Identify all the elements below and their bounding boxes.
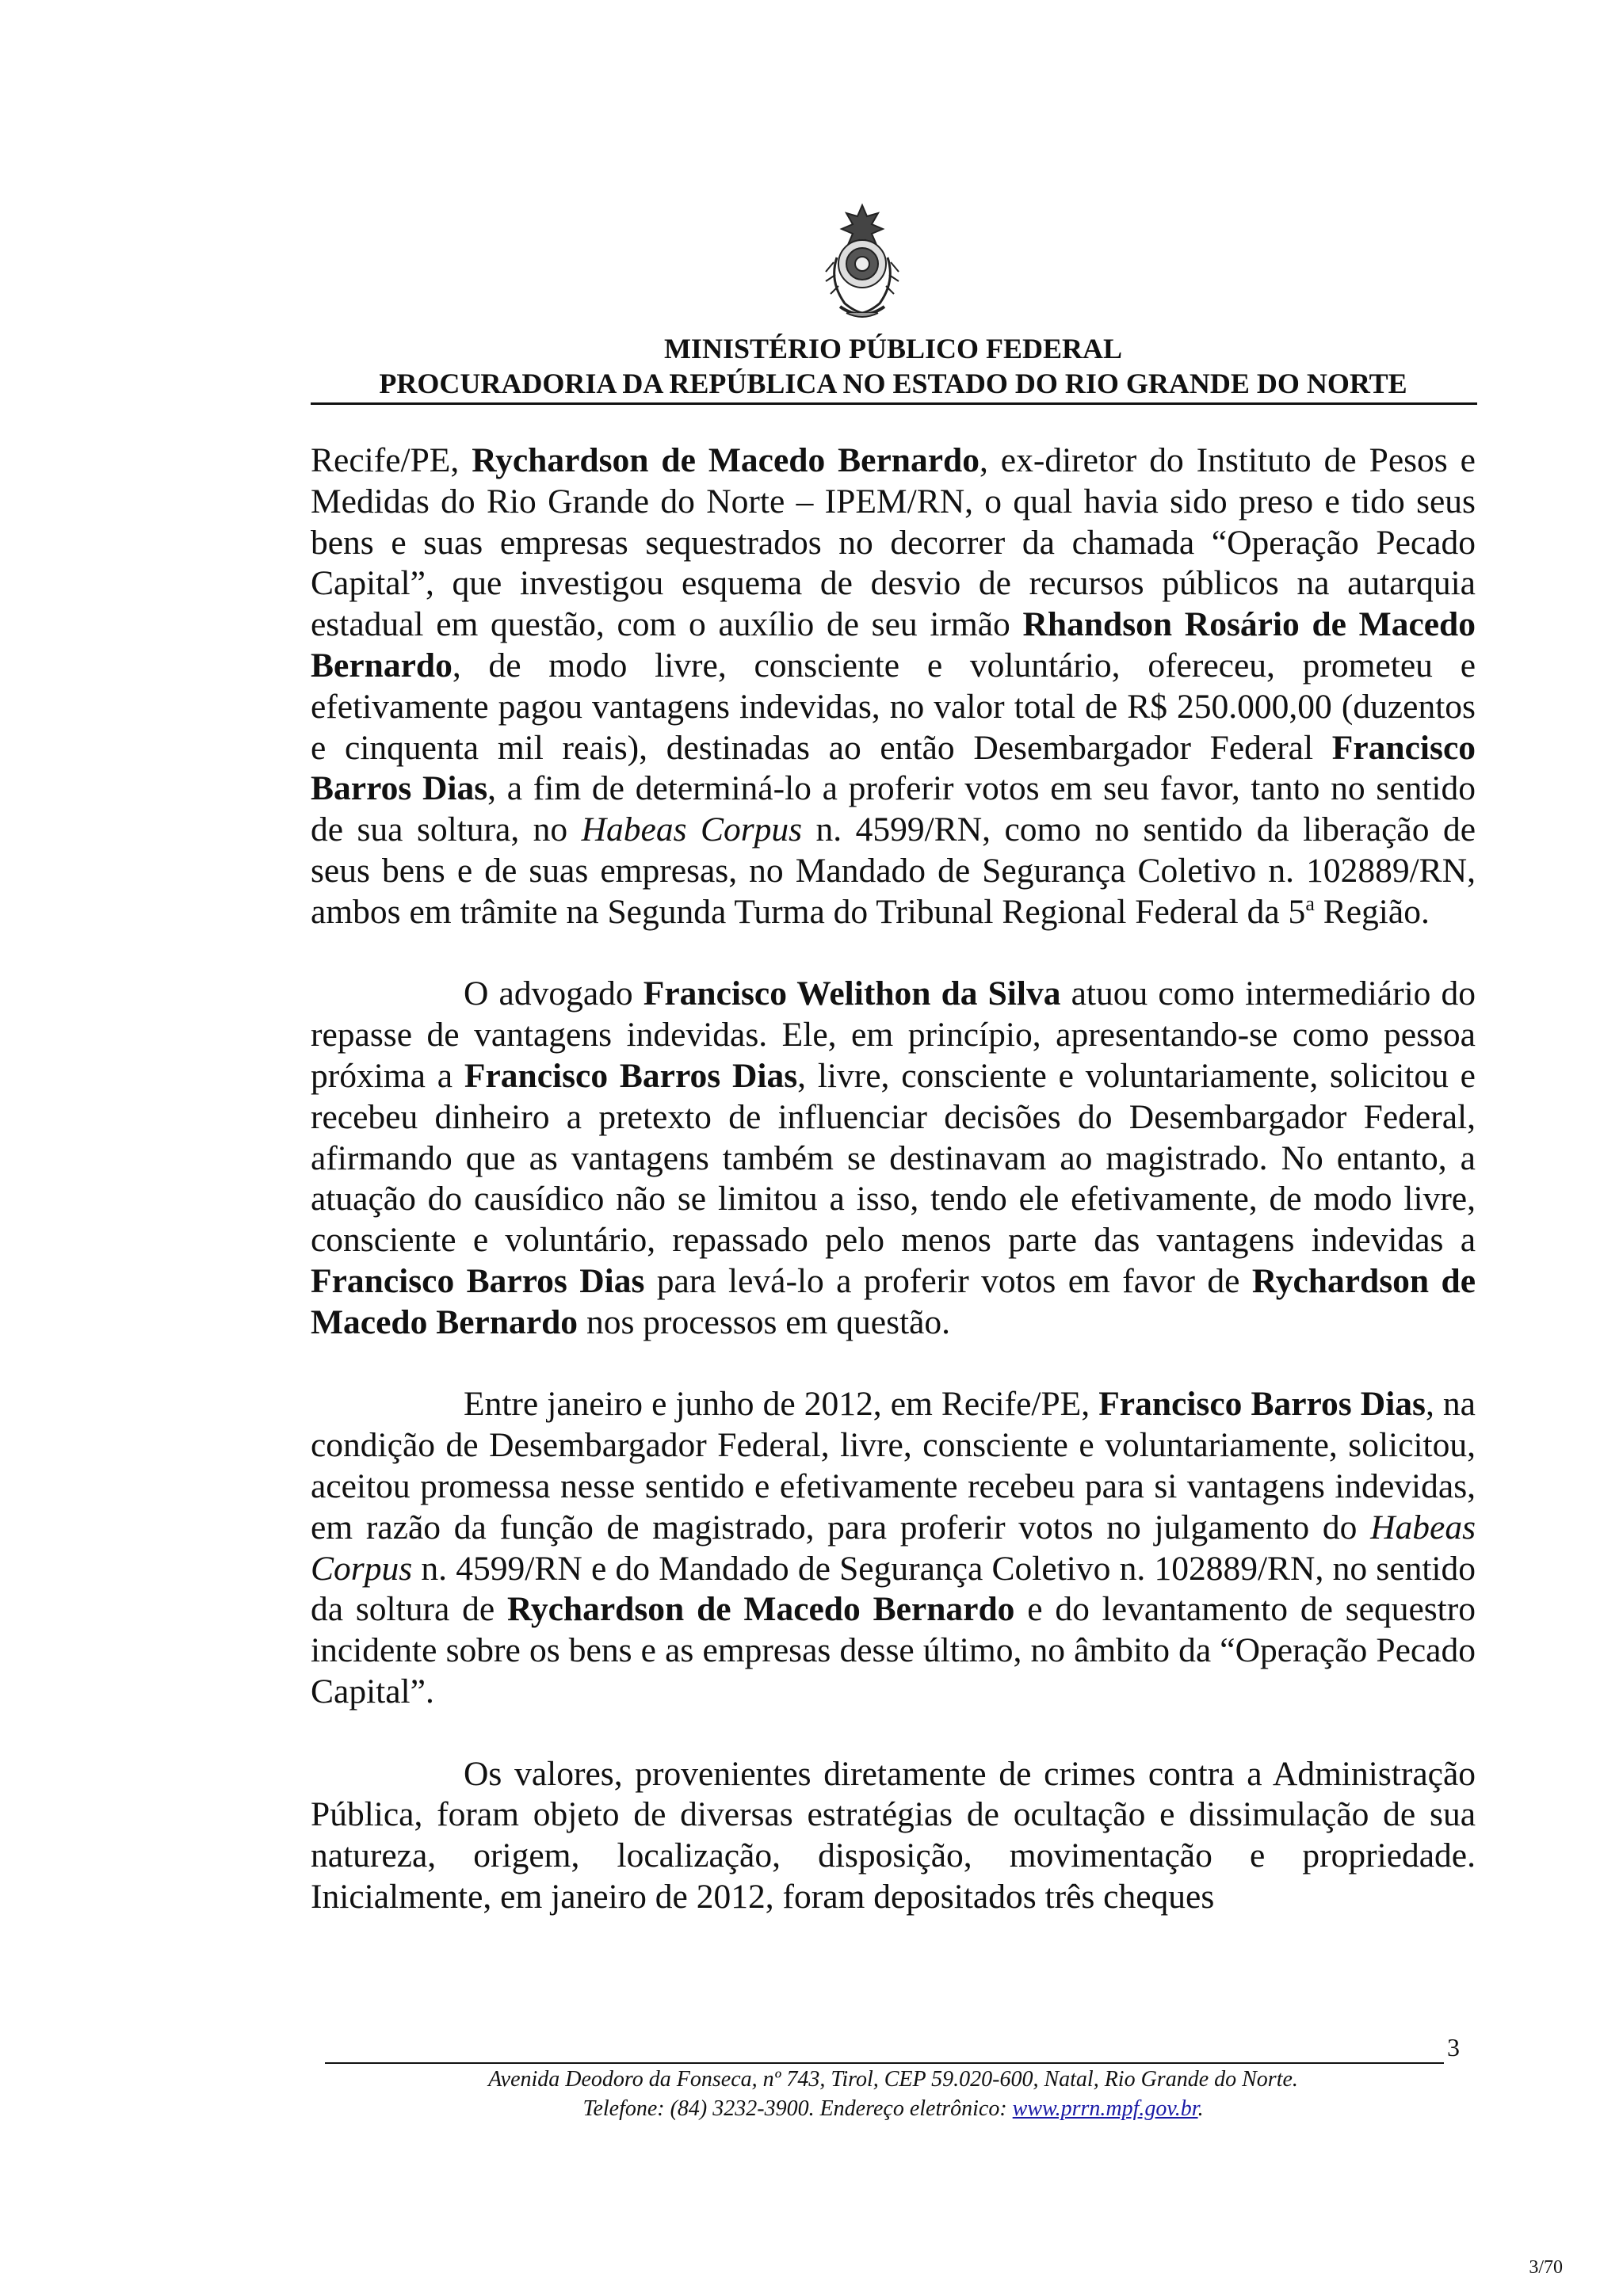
pdf-page-indicator: 3/70	[1529, 2257, 1563, 2278]
italic-term: Habeas Corpus	[311, 1508, 1476, 1588]
bold-name: Francisco Barros Dias	[464, 1056, 798, 1095]
footer-contact-suffix: .	[1197, 2096, 1204, 2121]
text: nos processos em questão.	[578, 1302, 951, 1341]
text: O advogado	[464, 974, 643, 1013]
text: n. 4599/RN, como no sentido da liberação de seus bens e de suas empresas, no Mandado de Segurança Coletivo n. 102889/RN, ambos em trâmite na Segunda Turma do Tribunal Regional Federal da 5	[311, 810, 1476, 931]
footer-address: Avenida Deodoro da Fonseca, nº 743, Tirol, CEP 59.020-600, Natal, Rio Grande do Norte.	[488, 2067, 1298, 2092]
text: Região.	[1314, 892, 1430, 931]
text: , a fim de determiná-lo a proferir votos em seu favor, tanto no sentido de sua soltura, no	[311, 769, 1476, 849]
paragraph-2	[311, 974, 1476, 1343]
document-body	[311, 441, 1476, 1958]
text: , ex-diretor do Instituto de Pesos e Medidas do Rio Grande do Norte – IPEM/RN, o qual havia sido preso e tido seus bens e suas empresas sequestrados no decorrer da chamada “Operação Pecado Capital”, que investigou esquema de desvio de recursos públicos na autarquia estadual em questão, com o auxílio de seu irmão	[311, 441, 1476, 644]
footer-contact-prefix: Telefone: (84) 3232-3900. Endereço eletrônico:	[582, 2096, 1013, 2121]
paragraph-1	[311, 441, 1476, 933]
text: Os valores, provenientes diretamente de crimes contra a Administração Pública, foram objeto de diversas estratégias de ocultação e dissimulação de sua natureza, origem, localização, disposição, movimentação e propriedade. Inicialmente, em janeiro de 2012, foram depositados três cheques	[311, 1754, 1476, 1916]
bold-name: Francisco Barros Dias	[311, 1261, 645, 1300]
website-link[interactable]: www.prrn.mpf.gov.br	[1012, 2096, 1198, 2121]
paragraph-4	[311, 1754, 1476, 1918]
header-divider	[311, 402, 1477, 405]
header-line-1: MINISTÉRIO PÚBLICO FEDERAL	[663, 333, 1123, 364]
footer-contact	[311, 2094, 1476, 2123]
text: para levá-lo a proferir votos em favor de	[644, 1261, 1252, 1300]
text: n. 4599/RN e do Mandado de Segurança Coletivo n. 102889/RN, no sentido da soltura de	[311, 1549, 1476, 1629]
bold-name: Francisco Welithon da Silva	[643, 974, 1061, 1013]
text: e do levantamento de sequestro incidente sobre os bens e as empresas desse último, no âmbito da “Operação Pecado Capital”.	[311, 1590, 1476, 1711]
text: Entre janeiro e junho de 2012, em Recife/PE,	[464, 1385, 1099, 1424]
bold-name: Francisco Barros Dias	[1098, 1385, 1426, 1424]
coat-of-arms-icon	[823, 202, 902, 325]
footer	[311, 2065, 1476, 2123]
text: , de modo livre, consciente e voluntário, ofereceu, prometeu e efetivamente pagou vantagens indevidas, no valor total de R$ 250.000,00 (duzentos e cinquenta mil reais), destinadas ao então Desembargador Federal	[311, 646, 1476, 767]
text: , na condição de Desembargador Federal, livre, consciente e voluntariamente, solicitou, aceitou promessa nesse sentido e efetivamente recebeu para si vantagens indevidas, em razão da função de magistrado, para proferir votos no julgamento do	[311, 1385, 1476, 1547]
bold-name: Rychardson de Macedo Bernardo	[311, 1261, 1476, 1341]
institution-header	[311, 331, 1476, 401]
italic-term: Habeas Corpus	[581, 810, 803, 849]
header-line-2: PROCURADORIA DA REPÚBLICA NO ESTADO DO RIO GRANDE DO NORTE	[379, 368, 1407, 399]
text: , livre, consciente e voluntariamente, solicitou e recebeu dinheiro a pretexto de influenciar decisões do Desembargador Federal, afirmando que as vantagens também se destinavam ao magistrado. No entanto, a atuação do causídico não se limitou a isso, tendo ele efetivamente, de modo livre, consciente e voluntário, repassado pelo menos parte das vantagens indevidas a	[311, 1056, 1476, 1260]
footer-divider	[325, 2062, 1444, 2064]
text: atuou como intermediário do repasse de vantagens indevidas. Ele, em princípio, apresentando-se como pessoa próxima a	[311, 974, 1476, 1095]
bold-name: Rychardson de Macedo Bernardo	[472, 441, 980, 479]
paragraph-3	[311, 1384, 1476, 1712]
bold-name: Francisco Barros Dias	[311, 728, 1476, 808]
ordinal-superscript: a	[1305, 891, 1315, 915]
page-number: 3	[1447, 2033, 1460, 2061]
bold-name: Rychardson de Macedo Bernardo	[506, 1590, 1015, 1629]
bold-name: Rhandson Rosário de Macedo Bernardo	[311, 605, 1476, 685]
text: Recife/PE,	[311, 441, 472, 479]
